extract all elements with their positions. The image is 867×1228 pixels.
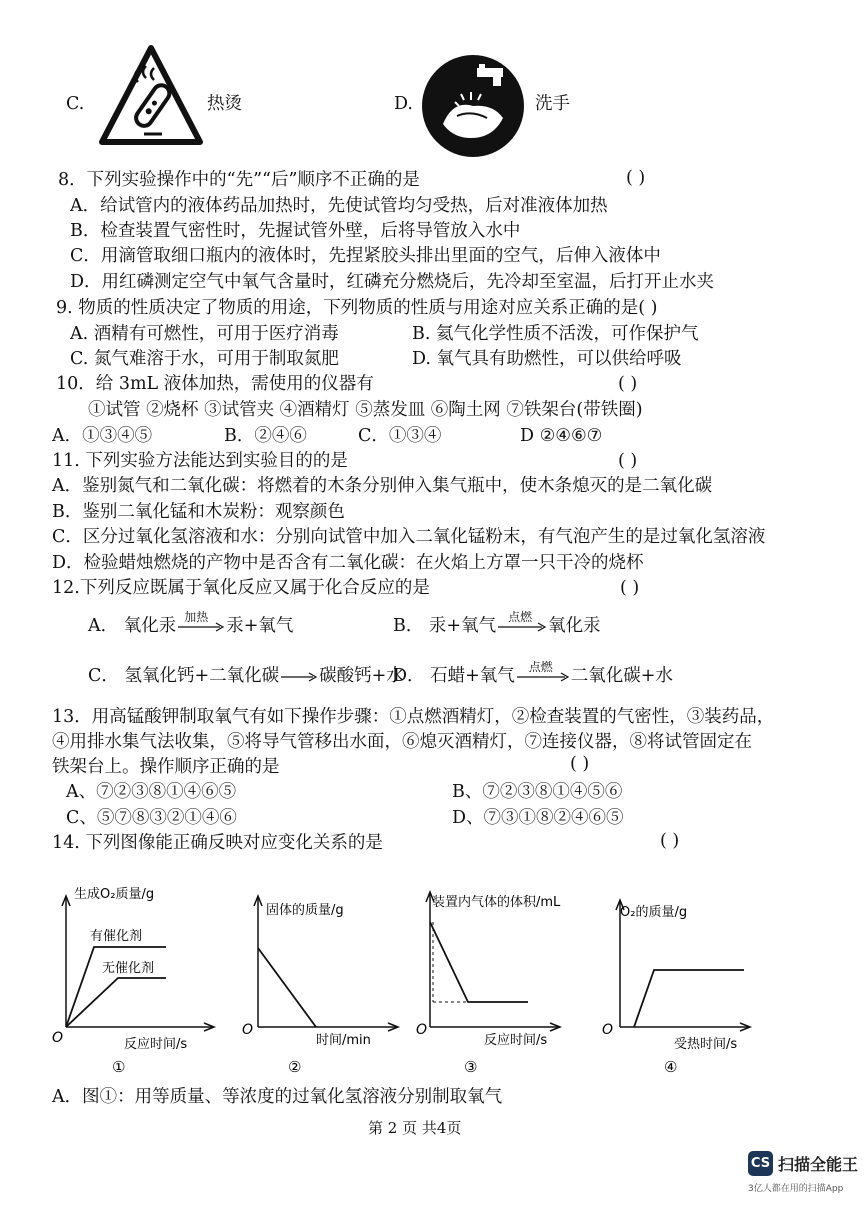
graph-3-y-label: 装置内气体的体积/mL bbox=[432, 895, 561, 910]
question-8-answer-paren: ( ) bbox=[626, 168, 646, 188]
question-13-line-2: ④用排水集气法收集，⑤将导气管移出水面，⑥熄灭酒精灯，⑦连接仪器，⑧将试管固定在 bbox=[52, 732, 752, 752]
graph-3 bbox=[408, 882, 588, 1078]
question-9-option-d: D. 氧气具有助燃性，可以供给呼吸 bbox=[412, 349, 682, 369]
question-9-stem: 9. 物质的性质决定了物质的用途，下列物质的性质与用途对应关系正确的是( ) bbox=[56, 298, 658, 318]
reaction-arrow bbox=[176, 609, 226, 637]
question-9-option-b: B. 氦气化学性质不活泼，可作保护气 bbox=[412, 324, 699, 344]
question-13-option-b: B、⑦②③⑧①④⑤⑥ bbox=[452, 782, 623, 802]
hot-surface-icon bbox=[96, 42, 206, 148]
graph-2-origin: O bbox=[242, 1022, 254, 1038]
question-10-option-a: A．①③④⑤ bbox=[52, 426, 153, 446]
question-12-option-b bbox=[393, 609, 601, 638]
hand-wash-label: 洗手 bbox=[535, 94, 570, 114]
question-9-option-a: A. 酒精有可燃性，可用于医疗消毒 bbox=[70, 324, 339, 344]
no-catalyst-label: 无催化剂 bbox=[102, 961, 155, 976]
product: 二氧化碳+水 bbox=[570, 666, 673, 686]
oxygen-mass-curve bbox=[634, 970, 744, 1027]
question-11-option-c: C．区分过氧化氢溶液和水：分别向试管中加入二氧化锰粉末，有气泡产生的是过氧化氢溶液 bbox=[52, 527, 766, 547]
graph-4-origin: O bbox=[602, 1022, 614, 1038]
catalyst-label: 有催化剂 bbox=[90, 929, 143, 944]
question-10-option-d: D ②④⑥⑦ bbox=[520, 426, 603, 446]
reaction-condition: 点燃 bbox=[508, 609, 533, 624]
question-10-instrument-list: ①试管 ②烧杯 ③试管夹 ④酒精灯 ⑤蒸发皿 ⑥陶土网 ⑦铁架台(带铁圈) bbox=[88, 400, 643, 420]
question-10-stem: 10．给 3mL 液体加热，需使用的仪器有 bbox=[56, 374, 374, 394]
question-13-answer-paren: ( ) bbox=[570, 754, 590, 774]
reaction-arrow bbox=[279, 667, 319, 687]
question-11-stem: 11. 下列实验方法能达到实验目的的是 bbox=[52, 451, 348, 471]
product: 汞+氧气 bbox=[226, 616, 294, 636]
graph-2-number: ② bbox=[288, 1058, 302, 1076]
question-13-option-d: D、⑦③①⑧②④⑥⑤ bbox=[452, 808, 624, 828]
graph-1-x-label: 反应时间/s bbox=[124, 1037, 188, 1052]
product: 碳酸钙+水 bbox=[319, 666, 404, 686]
graph-1-origin: O bbox=[52, 1030, 64, 1046]
question-13-option-a: A、⑦②③⑧①④⑥⑤ bbox=[66, 782, 237, 802]
option-d-letter: D. bbox=[394, 94, 413, 114]
question-10-option-b: B．②④⑥ bbox=[224, 426, 307, 446]
question-12-option-c bbox=[88, 664, 404, 688]
solid-mass-curve bbox=[258, 948, 316, 1027]
reaction-arrow bbox=[496, 609, 548, 637]
graph-2-y-label: 固体的质量/g bbox=[266, 903, 344, 918]
product: 氧化汞 bbox=[548, 616, 601, 636]
reaction-condition: 加热 bbox=[184, 609, 209, 624]
question-8-stem: 8．下列实验操作中的“先”“后”顺序不正确的是 bbox=[58, 170, 420, 190]
graph-2-x-label: 时间/min bbox=[316, 1033, 371, 1048]
reactant: A． 氧化汞 bbox=[88, 616, 177, 636]
question-13-option-c: C、⑤⑦⑧③②①④⑥ bbox=[66, 808, 237, 828]
graph-3-number: ③ bbox=[464, 1058, 478, 1076]
question-12-option-d bbox=[393, 659, 673, 688]
camscanner-logo-icon: CS bbox=[748, 1151, 773, 1176]
reactant: C． 氢氧化钙+二氧化碳 bbox=[88, 666, 280, 686]
question-14-stem: 14. 下列图像能正确反映对应变化关系的是 bbox=[52, 833, 383, 853]
question-14-answer-paren: ( ) bbox=[660, 831, 680, 851]
reaction-arrow bbox=[515, 659, 571, 687]
question-11-answer-paren: ( ) bbox=[618, 451, 638, 471]
page-footer: 第 2 页 共4页 bbox=[368, 1119, 462, 1137]
watermark-name: 扫描全能王 bbox=[778, 1155, 859, 1174]
graph-1-number: ① bbox=[112, 1058, 126, 1076]
question-12-stem: 12.下列反应既属于氧化反应又属于化合反应的是 bbox=[52, 578, 430, 598]
question-8-option-d: D．用红磷测定空气中氧气含量时，红磷充分燃烧后，先冷却至室温，后打开止水夹 bbox=[70, 272, 715, 292]
catalyst-curve bbox=[66, 947, 166, 1027]
hot-surface-label: 热烫 bbox=[207, 94, 242, 114]
graph-4-x-label: 受热时间/s bbox=[674, 1037, 738, 1052]
hand-wash-icon bbox=[421, 54, 525, 158]
graph-1 bbox=[44, 882, 224, 1078]
question-8-option-b: B．检查装置气密性时，先握试管外壁，后将导管放入水中 bbox=[70, 221, 521, 241]
question-8-option-a: A．给试管内的液体药品加热时，先使试管均匀受热，后对准液体加热 bbox=[70, 196, 608, 216]
question-11-option-d: D．检验蜡烛燃烧的产物中是否含有二氧化碳：在火焰上方罩一只干冷的烧杯 bbox=[52, 553, 644, 573]
question-8-option-c: C．用滴管取细口瓶内的液体时，先捏紧胶头排出里面的空气，后伸入液体中 bbox=[70, 246, 661, 266]
graph-4-y-label: O₂的质量/g bbox=[620, 905, 688, 920]
question-14-option-a: A．图①：用等质量、等浓度的过氧化氢溶液分别制取氧气 bbox=[52, 1087, 503, 1107]
question-12-option-a bbox=[88, 609, 294, 638]
gas-volume-curve bbox=[430, 922, 528, 1002]
reaction-condition: 点燃 bbox=[528, 659, 553, 674]
question-10-answer-paren: ( ) bbox=[618, 374, 638, 394]
graph-3-x-label: 反应时间/s bbox=[484, 1033, 548, 1048]
question-13-line-1: 13．用高锰酸钾制取氧气有如下操作步骤：①点燃酒精灯，②检查装置的气密性，③装药品， bbox=[52, 707, 775, 727]
scanner-watermark bbox=[748, 1150, 860, 1220]
question-11-option-b: B．鉴别二氧化锰和木炭粉：观察颜色 bbox=[52, 502, 345, 522]
question-12-answer-paren: ( ) bbox=[620, 578, 640, 598]
question-9-option-c: C. 氮气难溶于水，可用于制取氮肥 bbox=[70, 349, 339, 369]
graph-2 bbox=[234, 882, 404, 1078]
reactant: D． 石蜡+氧气 bbox=[393, 666, 515, 686]
graph-3-origin: O bbox=[416, 1022, 428, 1038]
reactant: B． 汞+氧气 bbox=[393, 616, 497, 636]
graph-4 bbox=[596, 892, 758, 1088]
graph-4-number: ④ bbox=[664, 1058, 678, 1076]
option-c-letter: C. bbox=[66, 94, 85, 114]
graph-1-y-label: 生成O₂质量/g bbox=[74, 887, 155, 902]
watermark-tagline: 3亿人都在用的扫描App bbox=[748, 1184, 844, 1194]
question-10-option-c: C．①③④ bbox=[358, 426, 442, 446]
question-11-option-a: A．鉴别氮气和二氧化碳：将燃着的木条分别伸入集气瓶中，使木条熄灭的是二氧化碳 bbox=[52, 476, 713, 496]
question-13-line-3: 铁架台上。操作顺序正确的是 bbox=[52, 757, 280, 777]
